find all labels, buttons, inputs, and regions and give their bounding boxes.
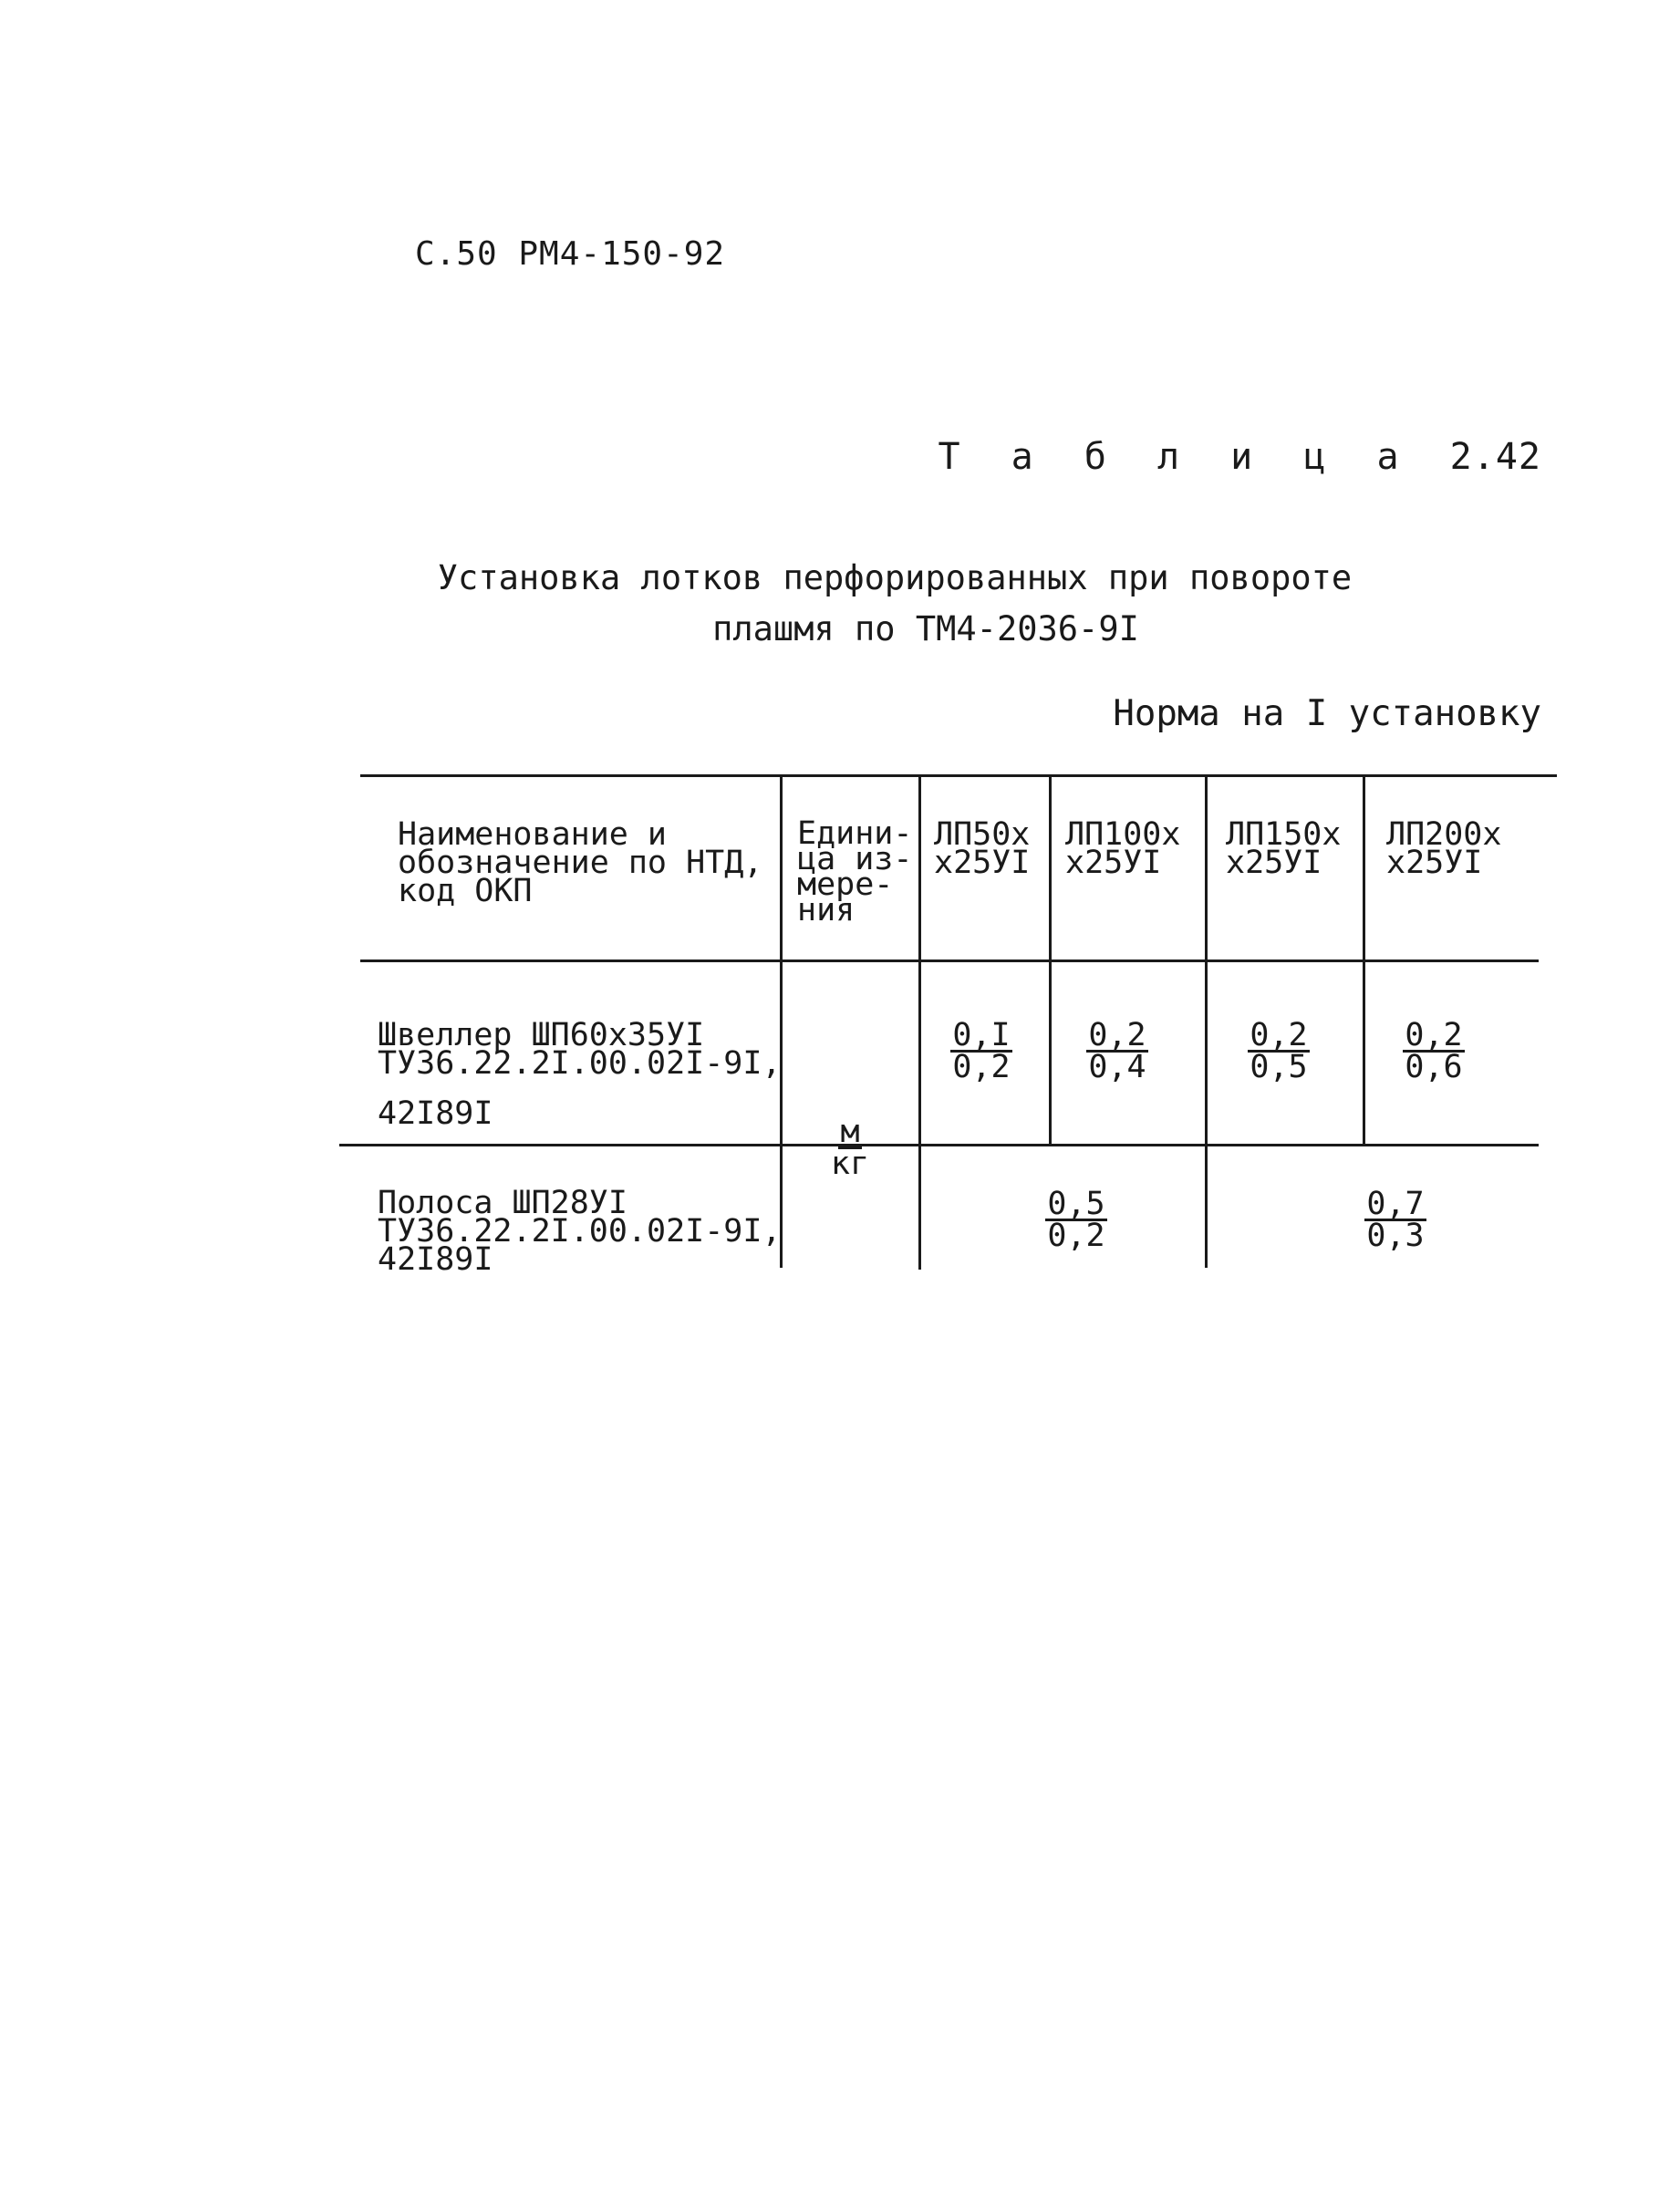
row-1-col-1-bottom: 0,2 (952, 1049, 1011, 1085)
table-top-rule (360, 774, 1557, 777)
table-title-line-2: плашмя по ТМ4-2036-9I (712, 609, 1139, 648)
unit-value-bottom: кг (830, 1146, 870, 1182)
table-title (0, 553, 1680, 655)
table-label-word: Т а б л и ц а (938, 436, 1414, 478)
row-2-group-1-bottom: 0,2 (1047, 1218, 1105, 1254)
row-1-col-3-bottom: 0,5 (1250, 1049, 1308, 1085)
col-rule-c1-c2 (1049, 777, 1052, 1144)
table-number: 2.42 (1449, 436, 1541, 478)
header-col-4: ЛП200х х25УI (1386, 816, 1502, 881)
header-name: Наименование и обозначение по НТД, код ОКП (398, 816, 763, 909)
row-1-col-3-top: 0,2 (1250, 1017, 1308, 1053)
row-1-col-4-value (1370, 1017, 1498, 1085)
unit-value (786, 1114, 914, 1182)
row-2-group-1-value (1012, 1186, 1140, 1254)
col-rule-c2-c3 (1205, 777, 1208, 1268)
row-1-col-2-bottom: 0,4 (1088, 1049, 1146, 1085)
row-1-col-4-bottom: 0,6 (1405, 1049, 1463, 1085)
row-2-group-2-bottom: 0,3 (1366, 1218, 1425, 1254)
table-label (939, 436, 1542, 478)
header-col-3: ЛП150х х25УI (1226, 816, 1342, 881)
row-1-name: Швеллер ШП60х35УI ТУ36.22.2I.00.02I-9I, (378, 1017, 782, 1082)
row-1-col-4-top: 0,2 (1405, 1017, 1463, 1053)
row-1-col-1-value (918, 1017, 1045, 1085)
header-col-2: ЛП100х х25УI (1065, 816, 1181, 881)
col-rule-c3-c4 (1363, 777, 1365, 1144)
row-1-col-3-value (1215, 1017, 1343, 1085)
row-2-group-2-value (1332, 1186, 1459, 1254)
table-title-line-1: Установка лотков перфорированных при повороте (437, 558, 1353, 597)
row-1-code: 42I89I (378, 1095, 493, 1132)
row-1-col-2-top: 0,2 (1088, 1017, 1146, 1053)
row-separator-rule (339, 1144, 1539, 1146)
page-header: С.50 РМ4-150-92 (415, 235, 726, 273)
row-1-col-1-top: 0,I (952, 1017, 1011, 1053)
row-2-name: Полоса ШП28УI ТУ36.22.2I.00.02I-9I, 42I89I (378, 1185, 782, 1278)
header-unit: Едини- ца из- мере- ния (797, 815, 913, 928)
norm-note: Норма на I установку (1113, 693, 1541, 734)
row-2-group-1-top: 0,5 (1047, 1186, 1105, 1222)
header-col-1: ЛП50х х25УI (934, 816, 1031, 881)
row-2-group-2-top: 0,7 (1366, 1186, 1425, 1222)
unit-value-top: м (840, 1114, 860, 1150)
row-1-col-2-value (1053, 1017, 1181, 1085)
